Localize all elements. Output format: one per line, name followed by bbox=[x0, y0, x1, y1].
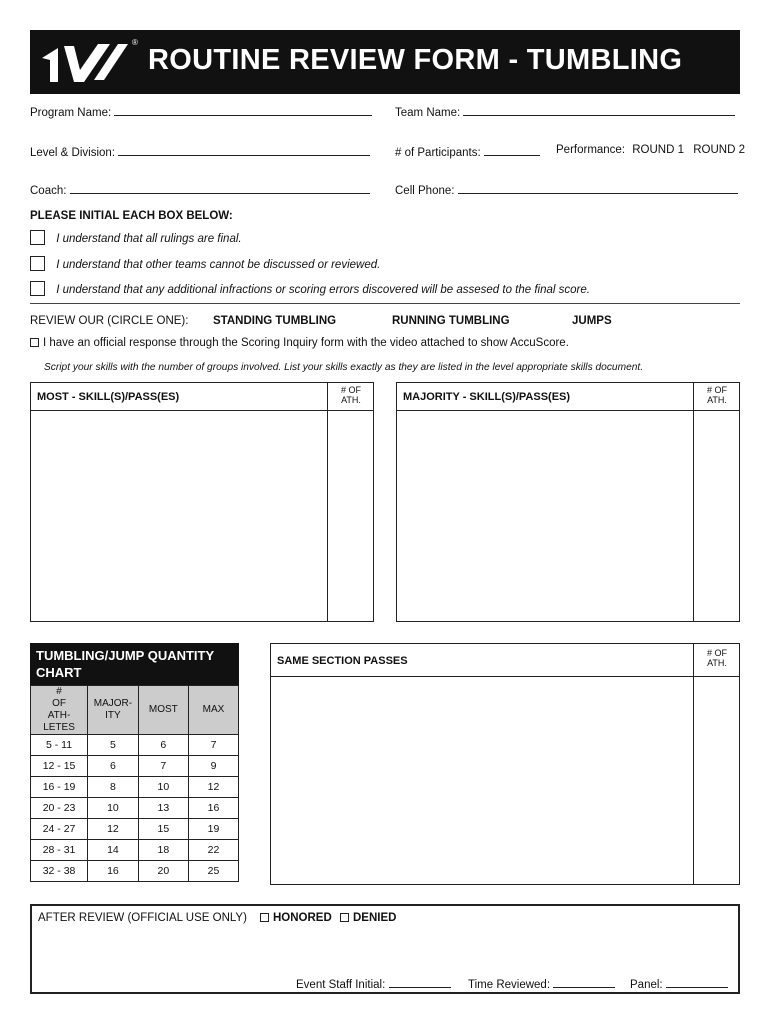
table-row: 16 - 19 8 10 12 bbox=[31, 777, 239, 798]
round2-option[interactable]: ROUND 2 bbox=[693, 144, 745, 156]
denied-checkbox[interactable] bbox=[340, 913, 349, 922]
level-division-label: Level & Division: bbox=[30, 147, 116, 159]
initial-box-1[interactable] bbox=[30, 230, 45, 245]
review-label: REVIEW OUR (CIRCLE ONE): bbox=[30, 315, 189, 327]
option-standing-tumbling[interactable]: STANDING TUMBLING bbox=[213, 315, 337, 327]
option-jumps[interactable]: JUMPS bbox=[572, 315, 612, 327]
initial-item-3 bbox=[30, 281, 590, 296]
after-review-label: AFTER REVIEW (OFFICIAL USE ONLY) bbox=[38, 912, 247, 924]
most-skills-box[interactable] bbox=[30, 382, 374, 622]
staff-initial-field[interactable]: Event Staff Initial: bbox=[296, 976, 451, 991]
program-name-field[interactable] bbox=[30, 104, 372, 119]
panel-field[interactable]: Panel: bbox=[630, 976, 728, 991]
same-section-heading: SAME SECTION PASSES bbox=[277, 655, 408, 667]
header-athletes: # OF ATH- LETES bbox=[31, 686, 88, 735]
team-name-field[interactable] bbox=[395, 104, 735, 119]
official-response-item bbox=[30, 337, 569, 349]
denied-option[interactable]: DENIED bbox=[340, 912, 396, 924]
level-division-line[interactable] bbox=[118, 144, 370, 156]
initial-text-1: I understand that all rulings are final. bbox=[56, 233, 242, 245]
initial-box-3[interactable] bbox=[30, 281, 45, 296]
team-name-line[interactable] bbox=[463, 104, 735, 116]
initial-text-2: I understand that other teams cannot be discussed or reviewed. bbox=[56, 259, 381, 271]
initial-item-2 bbox=[30, 256, 380, 271]
round1-option[interactable]: ROUND 1 bbox=[632, 144, 684, 156]
participants-field[interactable] bbox=[395, 144, 540, 159]
varsity-v-logo-icon bbox=[36, 36, 146, 88]
header-most: MOST bbox=[138, 686, 188, 735]
quantity-chart-table bbox=[30, 685, 239, 882]
instruction-text: Script your skills with the number of groups involved. List your skills exactly as they are listed in the level appropriate skills document. bbox=[44, 362, 644, 373]
majority-skills-heading: MAJORITY - SKILL(S)/PASS(ES) bbox=[403, 391, 571, 403]
coach-label: Coach: bbox=[30, 185, 67, 197]
initial-item-1 bbox=[30, 230, 242, 245]
table-row: 32 - 38 16 20 25 bbox=[31, 861, 239, 882]
program-name-label: Program Name: bbox=[30, 107, 112, 119]
header-max: MAX bbox=[188, 686, 238, 735]
divider bbox=[30, 303, 740, 304]
honored-checkbox[interactable] bbox=[260, 913, 269, 922]
option-running-tumbling[interactable]: RUNNING TUMBLING bbox=[392, 315, 510, 327]
table-row: 12 - 15 6 7 9 bbox=[31, 756, 239, 777]
team-name-label: Team Name: bbox=[395, 107, 461, 119]
honored-option[interactable]: HONORED bbox=[260, 912, 332, 924]
initial-box-2[interactable] bbox=[30, 256, 45, 271]
most-ath-heading: # OF ATH. bbox=[340, 385, 361, 405]
table-row: 5 - 11 5 6 7 bbox=[31, 735, 239, 756]
table-row: 28 - 31 14 18 22 bbox=[31, 840, 239, 861]
majority-ath-heading: # OF ATH. bbox=[706, 385, 727, 405]
header-majority: MAJOR- ITY bbox=[88, 686, 139, 735]
coach-line[interactable] bbox=[70, 182, 370, 194]
quantity-header-row bbox=[31, 686, 239, 735]
cell-phone-label: Cell Phone: bbox=[395, 185, 455, 197]
form-title: ROUTINE REVIEW FORM - TUMBLING bbox=[148, 44, 683, 76]
time-reviewed-field[interactable]: Time Reviewed: bbox=[468, 976, 615, 991]
registered-mark: ® bbox=[132, 38, 138, 47]
level-division-field[interactable] bbox=[30, 144, 370, 159]
participants-line[interactable] bbox=[484, 144, 540, 156]
table-row: 20 - 23 10 13 16 bbox=[31, 798, 239, 819]
initial-text-3: I understand that any additional infractions or scoring errors discovered will be assesed to the final score. bbox=[56, 284, 590, 296]
performance-field bbox=[556, 144, 745, 156]
cell-phone-line[interactable] bbox=[458, 182, 738, 194]
same-section-ath-heading: # OF ATH. bbox=[706, 648, 727, 668]
most-skills-heading: MOST - SKILL(S)/PASS(ES) bbox=[37, 391, 180, 403]
quantity-chart-title: TUMBLING/JUMP QUANTITY CHART bbox=[30, 643, 239, 685]
table-row: 24 - 27 12 15 19 bbox=[31, 819, 239, 840]
same-section-box[interactable] bbox=[270, 643, 740, 885]
cell-phone-field[interactable] bbox=[395, 182, 738, 197]
official-response-checkbox[interactable] bbox=[30, 338, 39, 347]
program-name-line[interactable] bbox=[114, 104, 372, 116]
official-response-text: I have an official response through the Scoring Inquiry form with the video attached to show AccuScore. bbox=[43, 337, 569, 349]
initials-heading: PLEASE INITIAL EACH BOX BELOW: bbox=[30, 210, 233, 222]
after-review-box bbox=[30, 904, 740, 994]
participants-label: # of Participants: bbox=[395, 147, 481, 159]
coach-field[interactable] bbox=[30, 182, 370, 197]
performance-label: Performance: bbox=[556, 144, 626, 156]
form-header bbox=[30, 30, 740, 94]
majority-skills-box[interactable] bbox=[396, 382, 740, 622]
